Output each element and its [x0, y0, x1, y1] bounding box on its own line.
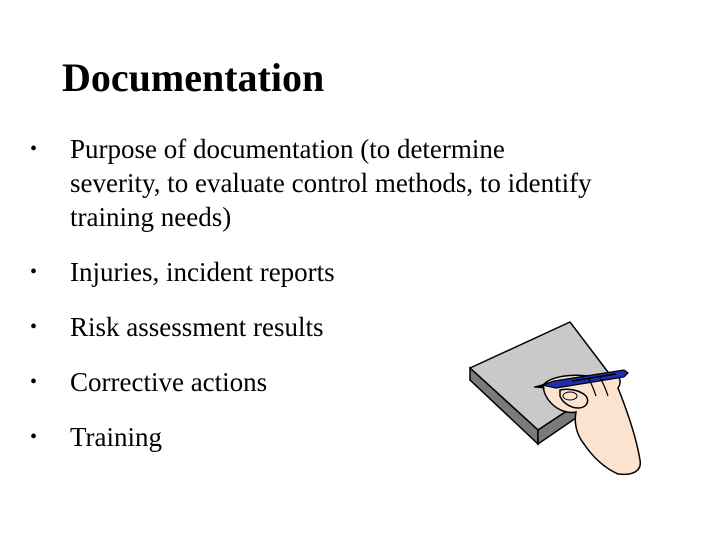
bullet-marker: • — [30, 138, 38, 160]
bullet-marker: • — [30, 261, 38, 283]
bullet-text: Injuries, incident reports — [70, 257, 335, 287]
bullet-marker: • — [30, 371, 38, 393]
bullet-marker: • — [30, 316, 38, 338]
slide-title: Documentation — [62, 55, 325, 100]
bullet-text: Corrective actions — [70, 367, 268, 397]
bullet-item-injuries — [30, 255, 630, 289]
bullet-item-purpose — [30, 132, 630, 234]
bullet-text: Purpose of documentation (to determine severity, to evaluate control methods, to identify training needs) — [70, 134, 592, 232]
hand-writing-on-notepad-icon — [468, 318, 648, 478]
bullet-text: Risk assessment results — [70, 312, 324, 342]
fingernail — [563, 392, 577, 400]
bullet-marker: • — [30, 426, 38, 448]
bullet-text: Training — [70, 422, 163, 452]
